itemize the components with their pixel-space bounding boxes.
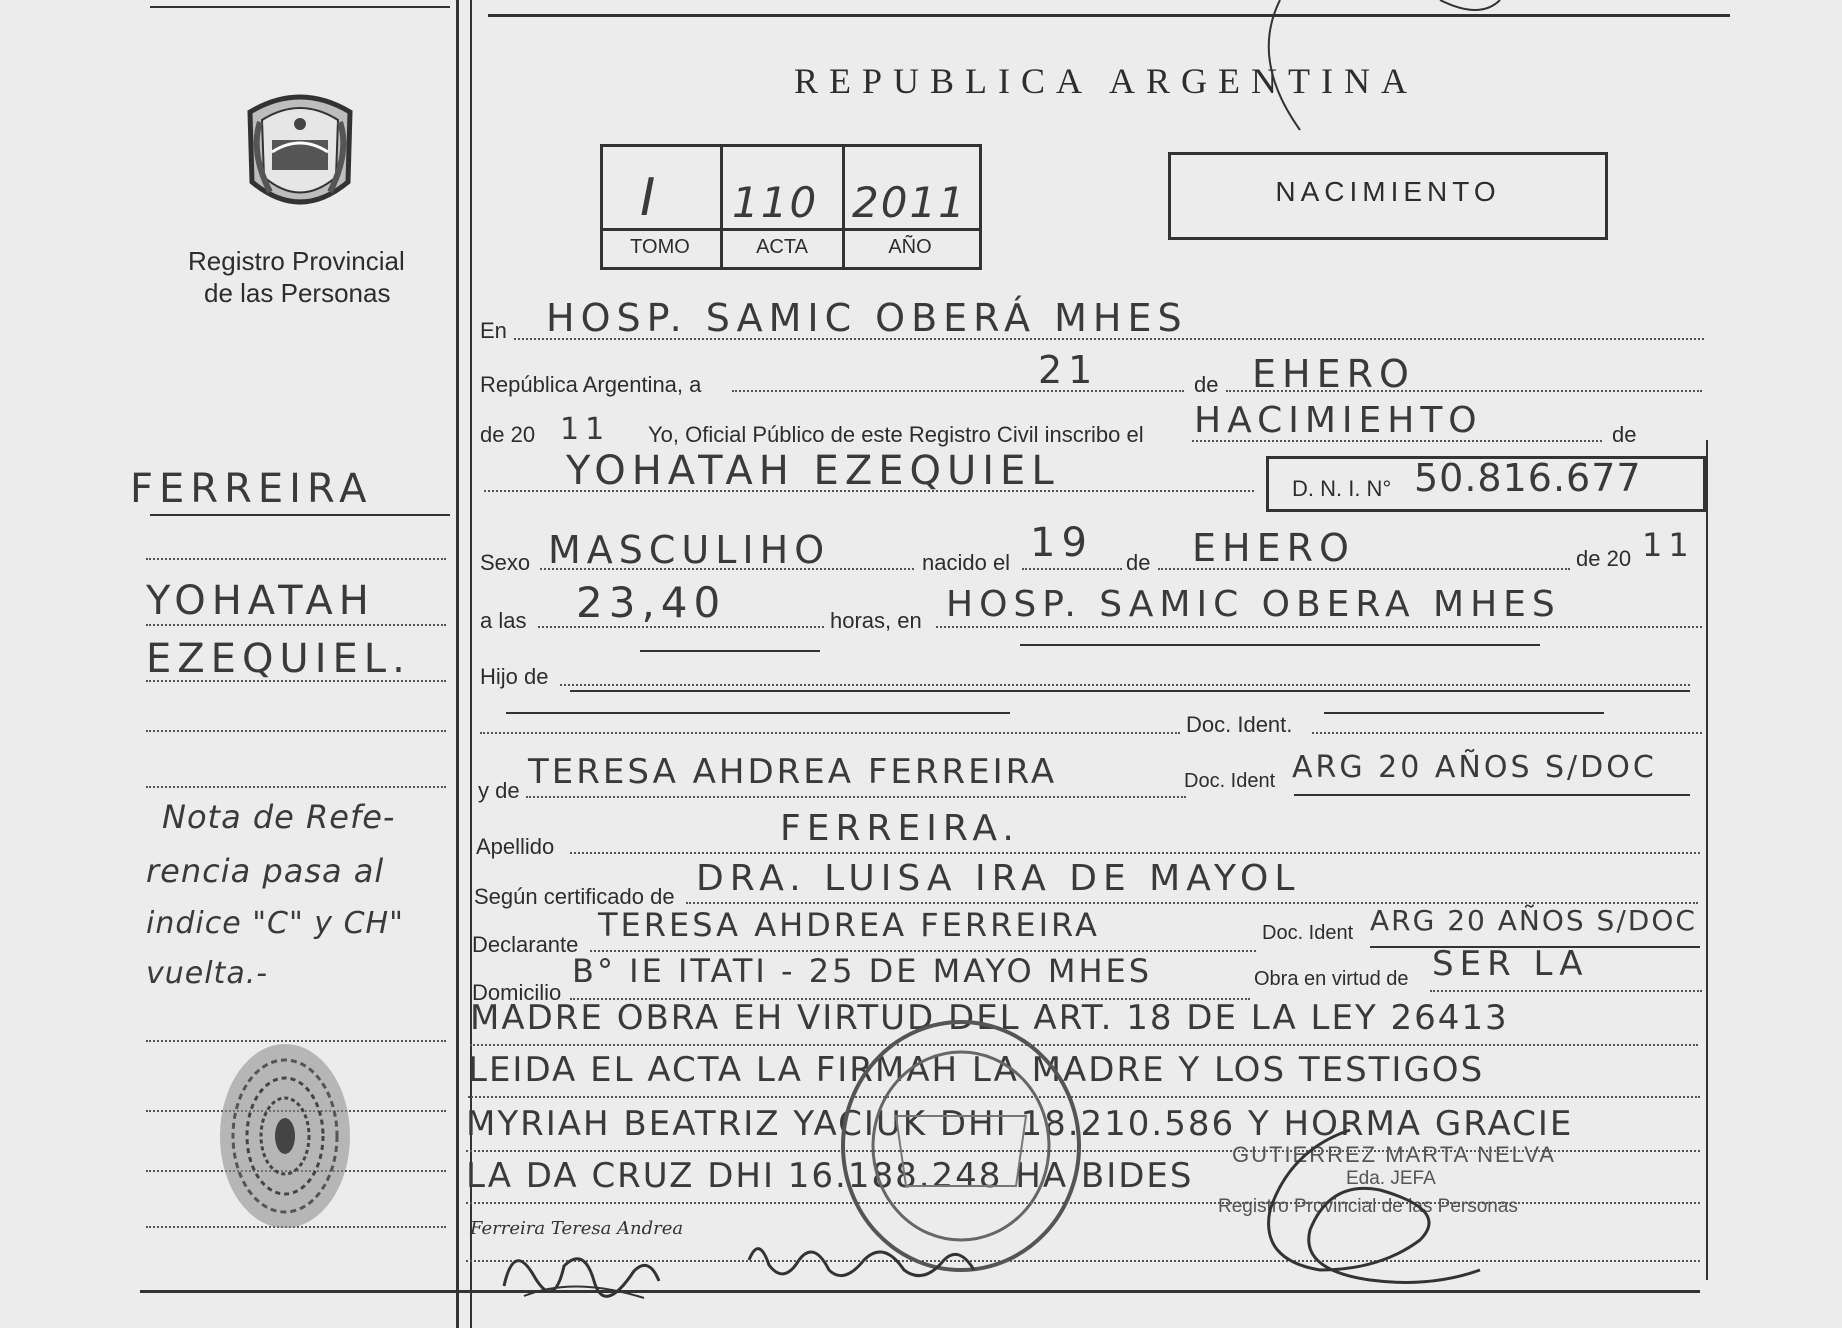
birth-day: 19 (1030, 520, 1093, 566)
doc-ident-label-2: Doc. Ident (1184, 770, 1276, 792)
mother-doc: ARG 20 AÑOS S/DOC (1292, 750, 1657, 785)
province-seal-icon (230, 82, 370, 222)
birth-day-line (1022, 568, 1122, 570)
signature-witness-icon (744, 1230, 984, 1290)
signature-official-icon (1230, 1120, 1490, 1290)
en-value: HOSP. SAMIC OBERÁ MHES (546, 296, 1188, 340)
hijo-label: Hijo de (480, 664, 549, 689)
registry-name-line1: Registro Provincial (188, 246, 405, 276)
header-scribble-icon (1240, 0, 1520, 140)
doc-strike-1 (1324, 712, 1604, 714)
margin-dots-4 (146, 730, 446, 732)
obra-label: Obra en virtud de (1254, 968, 1409, 990)
fingerprint-icon (210, 1036, 360, 1236)
birth-place: HOSP. SAMIC OBERA MHES (946, 584, 1561, 625)
place-field-line (936, 626, 1702, 628)
hijo-field-line (560, 684, 1690, 686)
margin-rule-1 (150, 514, 450, 516)
anio-value: 2011 (852, 178, 967, 227)
hijo-strike-1 (570, 690, 1690, 692)
remarks-line-4: LA DA CRUZ DHI 16.188.248 HA BIDES (466, 1156, 1194, 1196)
segun-label: Según certificado de (474, 884, 675, 909)
sexo-label: Sexo (480, 550, 531, 575)
mother-name: TERESA AHDREA FERREIRA (528, 752, 1058, 792)
apellido-field-line (570, 852, 1700, 854)
acta-label: ACTA (756, 236, 808, 258)
margin-note-1: Nota de Refe- (162, 798, 396, 836)
registration-month: EHERO (1252, 352, 1415, 396)
mother-field-line (526, 796, 1186, 798)
stamp-official-name: GUTIERREZ MARTA NELVA (1232, 1142, 1556, 1167)
act-type: HACIMIEHTO (1194, 400, 1483, 441)
signature-mother-icon (494, 1236, 664, 1306)
margin-dots-2 (146, 624, 446, 626)
anio-label: AÑO (888, 236, 932, 258)
en-label: En (480, 318, 507, 343)
mother-doc-line (1294, 794, 1690, 796)
birth-time: 23,40 (576, 578, 727, 627)
right-border (1706, 440, 1708, 1280)
bottom-border (140, 1290, 1700, 1293)
alas-label: a las (480, 608, 527, 633)
margin-surname: FERREIRA (130, 466, 373, 512)
child-name: YOHATAH EZEQUIEL (566, 448, 1060, 494)
tomo-value: I (640, 168, 662, 228)
country-title: REPUBLICA ARGENTINA (794, 61, 1419, 101)
remarks-line-3: MYRIAH BEATRIZ YACIUK DHI 18.210.586 Y HORMA GRACIE (466, 1104, 1574, 1144)
record-type: NACIMIENTO (1275, 176, 1501, 207)
yde-label: y de (478, 778, 520, 803)
registration-day: 21 (1038, 348, 1099, 392)
certificate-by: DRA. LUISA IRA DE MAYOL (696, 858, 1301, 899)
de-label-1: de (1194, 372, 1219, 397)
margin-note-4: vuelta.- (146, 956, 269, 991)
birth-de20-label: de 20 (1576, 546, 1632, 571)
top-border (488, 14, 1730, 17)
margin-dots-3 (146, 680, 446, 682)
tomo-label: TOMO (630, 236, 690, 258)
day-field-line (732, 390, 1184, 392)
de-label-2: de (1612, 422, 1637, 447)
index-box-divider (600, 228, 980, 231)
nacido-label: nacido el (922, 550, 1011, 575)
registry-name-line2: de las Personas (204, 278, 391, 308)
declarante-name: TERESA AHDREA FERREIRA (598, 906, 1100, 944)
obra-value: SER LA (1432, 944, 1589, 984)
domicilio-value: B° IE ITATI - 25 DE MAYO MHES (572, 952, 1153, 990)
birth-de-label: de (1126, 550, 1151, 575)
declarante-doc: ARG 20 AÑOS S/DOC (1370, 904, 1697, 937)
remarks-line-2: LEIDA EL ACTA LA FIRMAH LA MADRE Y LOS TESTIGOS (468, 1050, 1485, 1090)
margin-given-2: EZEQUIEL. (146, 636, 411, 682)
apellido-label: Apellido (476, 834, 555, 859)
strike-line-2 (1020, 644, 1540, 646)
apellido-value: FERREIRA. (780, 808, 1020, 849)
margin-dots-5 (146, 786, 446, 788)
margin-divider-left (456, 0, 459, 1328)
declarante-label: Declarante (472, 932, 579, 957)
stamp-role: Eda. JEFA (1346, 1168, 1436, 1189)
de20-label: de 20 (480, 422, 536, 447)
doc-ident-line-1 (1312, 732, 1702, 734)
sexo-value: MASCULIHO (548, 528, 831, 572)
registration-year: 11 (560, 412, 611, 447)
birth-month: EHERO (1192, 526, 1355, 570)
republica-label: República Argentina, a (480, 372, 702, 397)
hijo-strike-2 (506, 712, 1010, 714)
strike-line-1 (640, 650, 820, 652)
doc-ident-label-1: Doc. Ident. (1186, 712, 1293, 737)
doc-ident-label-3: Doc. Ident (1262, 922, 1354, 944)
margin-note-3: indice "C" y CH" (146, 906, 404, 941)
remarks-line-1: MADRE OBRA EH VIRTUD DEL ART. 18 DE LA LEY 26413 (470, 998, 1509, 1038)
obra-field-line (1430, 990, 1702, 992)
horas-label: horas, en (830, 608, 922, 633)
margin-given-1: YOHATAH (146, 578, 375, 624)
dni-value: 50.816.677 (1414, 456, 1642, 500)
margin-note-2: rencia pasa al (146, 852, 385, 890)
signature-text: Ferreira Teresa Andrea (470, 1218, 684, 1239)
yo-label: Yo, Oficial Público de este Registro Civil inscribo el (648, 422, 1144, 447)
acta-value: 110 (732, 178, 819, 227)
margin-dots-1 (146, 558, 446, 560)
birth-year: 11 (1642, 526, 1695, 564)
dni-label: D. N. I. N° (1292, 476, 1392, 501)
domicilio-label: Domicilio (472, 980, 562, 1005)
stamp-office: Registro Provincial de las Personas (1218, 1196, 1518, 1217)
hijo-field-line-2 (480, 732, 1180, 734)
left-top-border (150, 6, 450, 8)
